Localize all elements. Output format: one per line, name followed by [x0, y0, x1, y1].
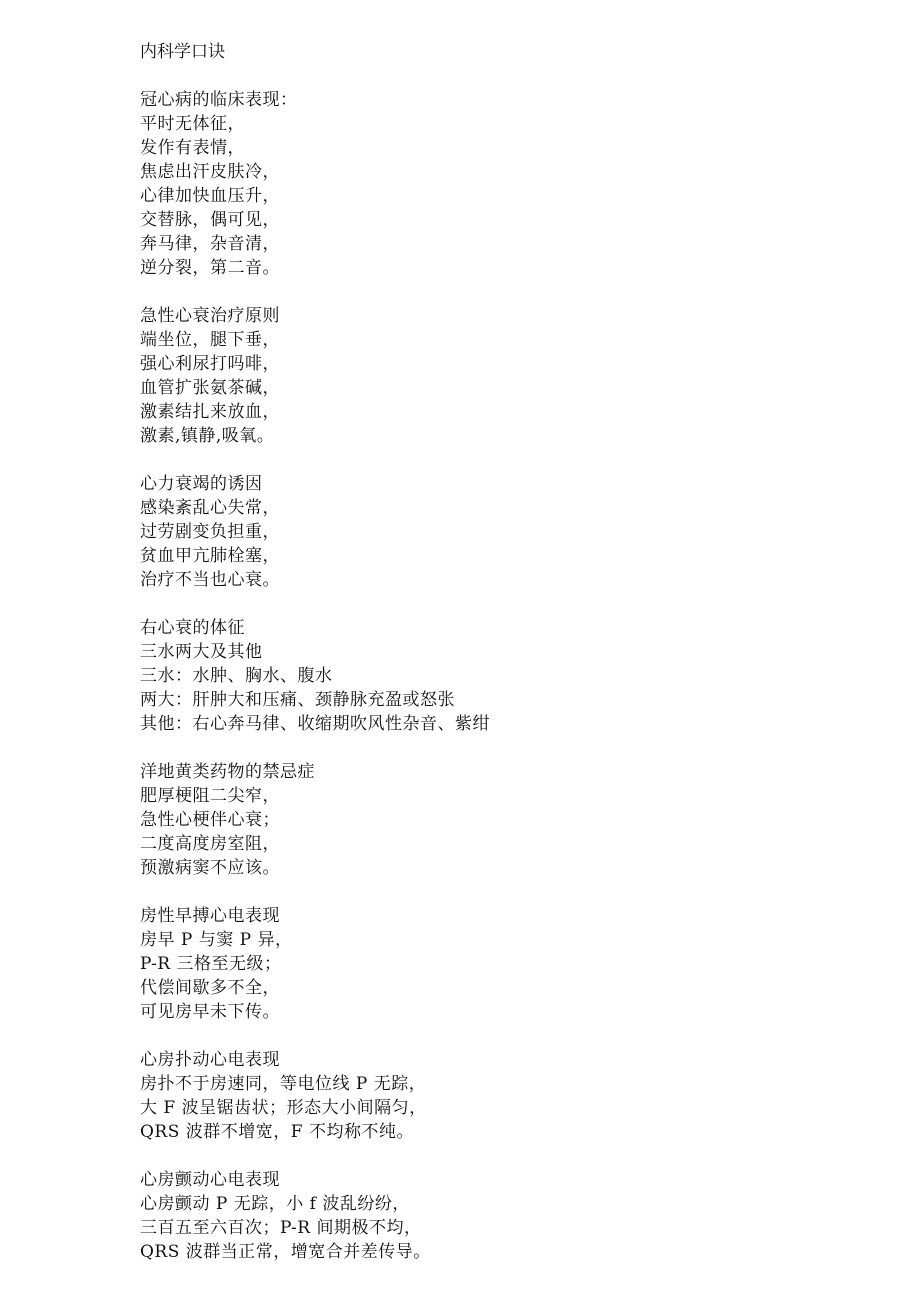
section-heart-failure-causes — [140, 472, 900, 592]
verse-line: 房扑不于房速同，等电位线 P 无踪， — [140, 1074, 427, 1094]
document-title: 内科学口诀 — [140, 42, 225, 62]
section-heading: 心力衰竭的诱因 — [140, 474, 263, 494]
section-heading: 心房扑动心电表现 — [140, 1050, 280, 1070]
verse-line: 强心利尿打吗啡， — [140, 354, 280, 374]
section-heading: 急性心衰治疗原则 — [140, 306, 280, 326]
section-heading: 右心衰的体征 — [140, 618, 245, 638]
section-right-heart-failure-signs — [140, 616, 900, 736]
section-atrial-premature-ecg — [140, 904, 900, 1024]
section-heading: 房性早搏心电表现 — [140, 906, 280, 926]
verse-line: 激素结扎来放血， — [140, 402, 280, 422]
section-coronary-heart-disease — [140, 88, 900, 280]
section-acute-heart-failure — [140, 304, 900, 448]
section-atrial-fibrillation-ecg — [140, 1168, 900, 1264]
verse-line: 发作有表情， — [140, 138, 245, 158]
section-heading: 心房颤动心电表现 — [140, 1170, 280, 1190]
verse-line: 平时无体征， — [140, 114, 245, 134]
verse-line: QRS 波群当正常，增宽合并差传导。 — [140, 1242, 431, 1262]
verse-line: 感染紊乱心失常， — [140, 498, 280, 518]
verse-line: 二度高度房室阻， — [140, 834, 280, 854]
verse-line: 代偿间歇多不全， — [140, 978, 280, 998]
verse-line: 急性心梗伴心衰； — [140, 810, 280, 830]
verse-line: 奔马律，杂音清， — [140, 234, 280, 254]
verse-line: 肥厚梗阻二尖窄， — [140, 786, 280, 806]
verse-line: 心律加快血压升， — [140, 186, 280, 206]
verse-line: P-R 三格至无级； — [140, 954, 282, 974]
verse-line: 心房颤动 P 无踪，小 f 波乱纷纷， — [140, 1194, 410, 1214]
document-page — [140, 40, 900, 1288]
verse-line: 激素,镇静,吸氧。 — [140, 426, 275, 446]
verse-line: 三水两大及其他 — [140, 642, 263, 662]
verse-line: 两大：肝肿大和压痛、颈静脉充盈或怒张 — [140, 690, 455, 710]
verse-line: 大 F 波呈锯齿状；形态大小间隔匀， — [140, 1098, 427, 1118]
verse-line: QRS 波群不增宽，F 不均称不纯。 — [140, 1122, 414, 1142]
verse-line: 交替脉，偶可见， — [140, 210, 280, 230]
verse-line: 治疗不当也心衰。 — [140, 570, 280, 590]
section-atrial-flutter-ecg — [140, 1048, 900, 1144]
verse-line: 三水：水肿、胸水、腹水 — [140, 666, 333, 686]
verse-line: 端坐位，腿下垂， — [140, 330, 280, 350]
verse-line: 可见房早未下传。 — [140, 1002, 280, 1022]
verse-line: 血管扩张氨茶碱， — [140, 378, 280, 398]
verse-line: 预激病窦不应该。 — [140, 858, 280, 878]
section-heading: 冠心病的临床表现： — [140, 90, 298, 110]
verse-line: 逆分裂，第二音。 — [140, 258, 280, 278]
verse-line: 其他：右心奔马律、收缩期吹风性杂音、紫绀 — [140, 714, 490, 734]
verse-line: 三百五至六百次；P-R 间期极不均， — [140, 1218, 422, 1238]
verse-line: 焦虑出汗皮肤冷， — [140, 162, 280, 182]
section-digitalis-contraindications — [140, 760, 900, 880]
verse-line: 贫血甲亢肺栓塞， — [140, 546, 280, 566]
section-heading: 洋地黄类药物的禁忌症 — [140, 762, 315, 782]
verse-line: 房早 P 与窦 P 异， — [140, 930, 293, 950]
verse-line: 过劳剧变负担重， — [140, 522, 280, 542]
